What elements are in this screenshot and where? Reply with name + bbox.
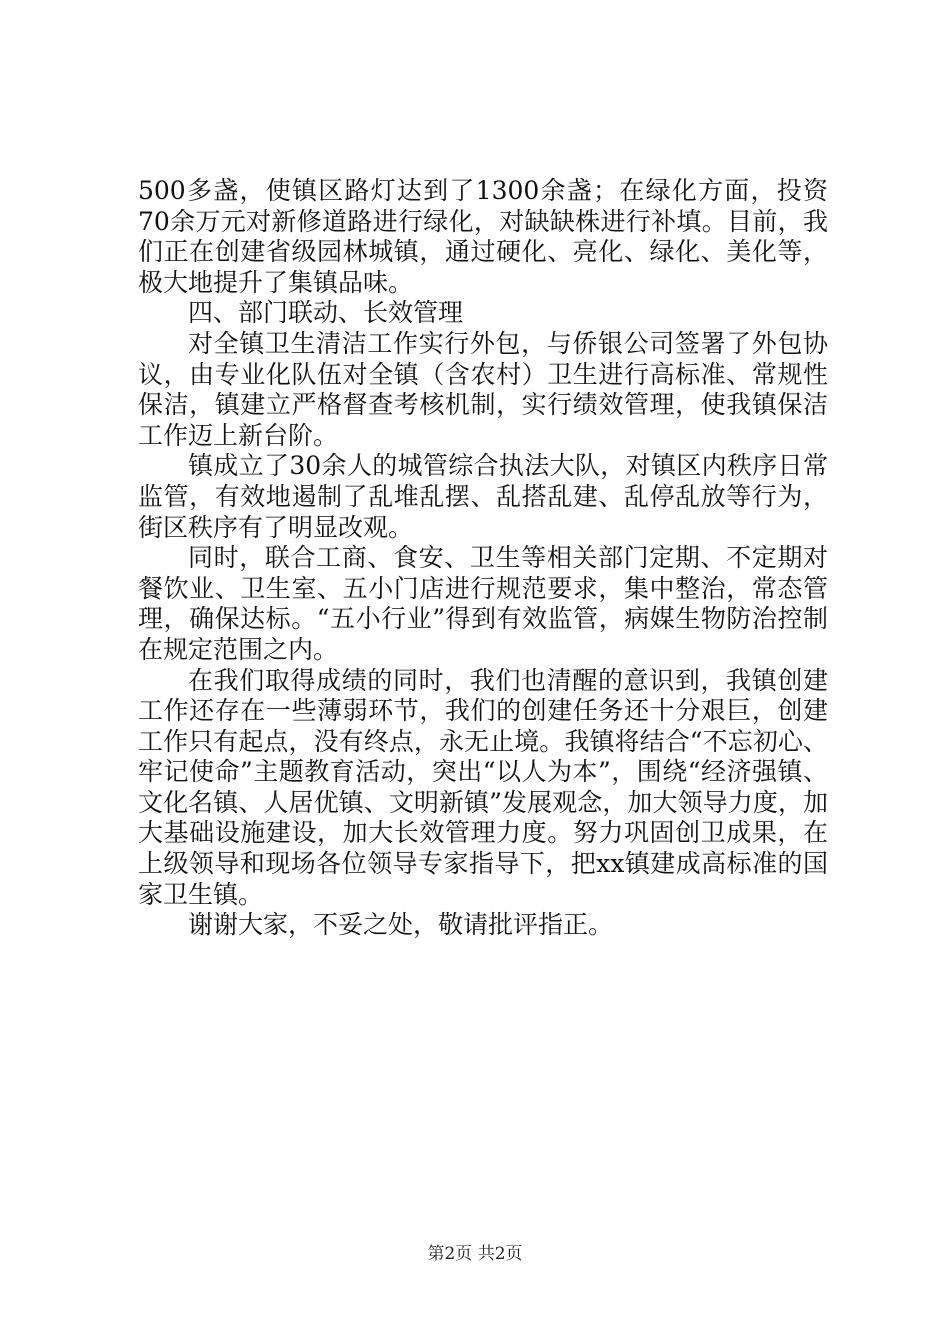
paragraph-outsourcing: 对全镇卫生清洁工作实行外包，与侨银公司签署了外包协议，由专业化队伍对全镇（含农村）卫生进行高标准、常规性保洁，镇建立严格督查考核机制，实行绩效管理，使我镇保洁工作迈上新台阶。 <box>138 328 828 450</box>
paragraph-enforcement: 镇成立了30余人的城管综合执法大队，对镇区内秩序日常监管，有效地遏制了乱堆乱摆、乱搭乱建、乱停乱放等行为，街区秩序有了明显改观。 <box>138 451 828 542</box>
page-footer: 第2页 共2页 <box>427 1244 523 1264</box>
document-body <box>138 176 828 941</box>
section-heading: 四、部门联动、长效管理 <box>188 298 464 328</box>
paragraph-continued: 500多盏，使镇区路灯达到了1300余盏；在绿化方面，投资70余万元对新修道路进行绿化，对缺缺株进行补填。目前，我们正在创建省级园林城镇，通过硬化、亮化、绿化、美化等，极大地提升了集镇品味。 <box>138 176 828 297</box>
paragraph-thanks: 谢谢大家，不妥之处，敬请批评指正。 <box>188 910 614 940</box>
paragraph-conclusion: 在我们取得成绩的同时，我们也清醒的意识到，我镇创建工作还存在一些薄弱环节，我们的创建任务还十分艰巨，创建工作只有起点，没有终点，永无止境。我镇将结合“不忘初心、牢记使命”主题教育活动，突出“以人为本”，围绕“经济强镇、文化名镇、人居优镇、文明新镇”发展观念，加大领导力度，加大基础设施建设，加大长效管理力度。努力巩固创卫成果，在上级领导和现场各位领导专家指导下，把xx镇建成高标准的国家卫生镇。 <box>138 665 828 909</box>
paragraph-joint-supervision: 同时，联合工商、食安、卫生等相关部门定期、不定期对餐饮业、卫生室、五小门店进行规范要求，集中整治，常态管理，确保达标。“五小行业”得到有效监管，病媒生物防治控制在规定范围之内。 <box>138 543 828 664</box>
